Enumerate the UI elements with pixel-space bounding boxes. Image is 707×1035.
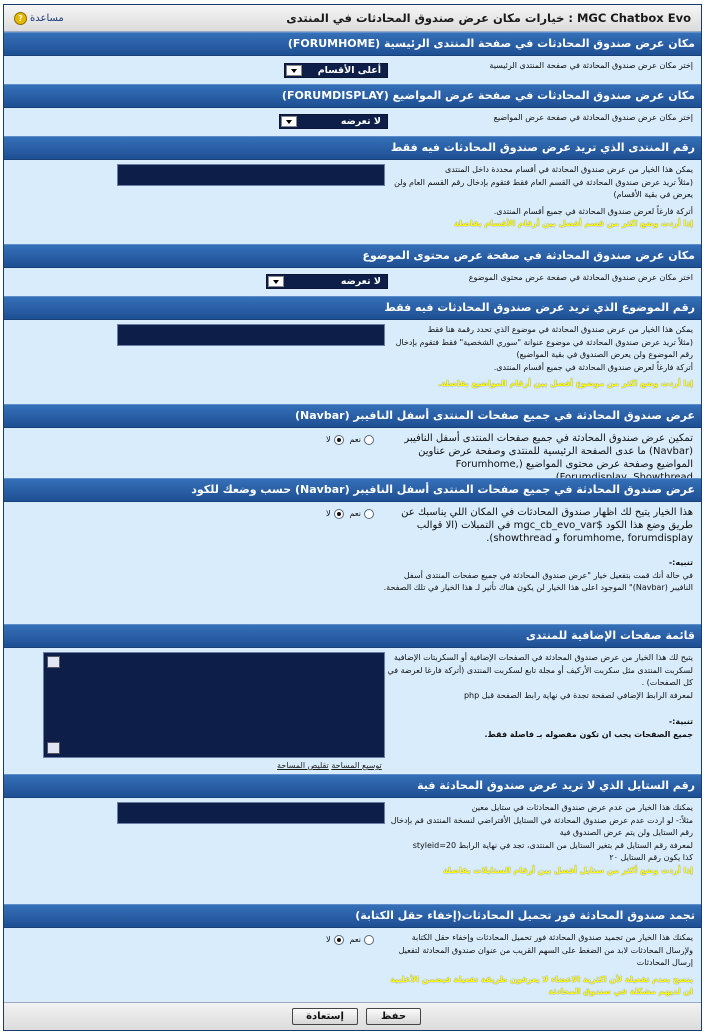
chevron-down-icon: [286, 65, 302, 76]
section-forumdisplay: [4, 84, 701, 136]
section-title: مكان عرض صندوق المحادثة في صفحة عرض محتوى الموضوع: [4, 244, 701, 268]
desc-line: يمكنك هذا الخيار من تجميد صندوق المحادثة فور تحميل المحادثات وإخفاء حقل الكتابة ولإرسال المحادثات لابد من الضغط على السهم القريب من عنوان صندوق المحادثة لتفعيل إرسال المحادثات: [398, 933, 693, 967]
radio-button[interactable]: [364, 435, 374, 445]
title-bar: [4, 5, 701, 32]
extra-pages-textarea[interactable]: [43, 652, 385, 758]
desc-line: يتيح لك هذا الخيار من عرض صندوق المحادثة في الصفحات الإضافية أو السكربتات الإضافية لسكربت المنتدى مثل سكربت الأركيف أو مجلة تابع لسكربت المنتدى (أتركة فارغا لعرضة في كل الصفحات) .: [387, 653, 693, 687]
radio-no[interactable]: [326, 934, 344, 947]
radio-yes[interactable]: [350, 434, 374, 447]
section-body: [4, 108, 701, 136]
section-thread-ids: [4, 296, 701, 404]
scroll-up-button[interactable]: [47, 656, 60, 668]
highlight-note: إذا أردت وضع أكثر من ستايل أفصل بين أرقام الستايلات بفاصلة: [443, 865, 693, 875]
scroll-down-button[interactable]: [47, 742, 60, 754]
radio-yes[interactable]: [350, 508, 374, 521]
radio-no[interactable]: [326, 508, 344, 521]
section-body: [4, 928, 701, 1008]
desc-line: هذا الخيار يتيح لك اظهار صندوق المحادثات في المكان اللي يناسبك عن طريق وضع هذا الكود $mgc_cb_evo_var في التمبلات (الا قوالب forumhome, forumdisplay و showthread).: [401, 507, 693, 544]
help-label: مساعدة: [30, 12, 64, 24]
section-title: رقم المنتدى الذي تريد عرض صندوق المحادثات فيه فقط: [4, 136, 701, 160]
forumhome-position-select[interactable]: أعلى الأقسام: [284, 63, 388, 78]
section-forumhome: [4, 32, 701, 84]
section-title: عرض صندوق المحادثة في جميع صفحات المنتدى أسفل النافيبر (Navbar): [4, 404, 701, 428]
section-body: [4, 428, 701, 478]
highlight-note: إذا أردت وضع اكثر من قسم أفصل بين أرقام الأقسام بفاصلة: [453, 219, 693, 228]
save-button[interactable]: حفظ: [366, 1008, 421, 1025]
desc-line: أتركة فارغاً لعرض صندوق المحادثة في جميع أقسام المنتدى.: [493, 362, 693, 372]
desc-line: لمعرفة الرابط الإضافي لصفحة تجدة في نهاية رابط الصفحة قبل php: [463, 690, 693, 700]
section-navbar-all: [4, 404, 701, 478]
radio-label: نعم: [349, 435, 361, 444]
chevron-down-icon: [281, 116, 297, 127]
section-body: [4, 160, 701, 244]
section-title: مكان عرض صندوق المحادثات في صفحة المنتدى الرئيسية (FORUMHOME): [4, 32, 701, 56]
section-body: [4, 268, 701, 296]
resize-links: [277, 760, 382, 773]
page-title: MGC Chatbox Evo : خيارات مكان عرض صندوق المحادثات في المنتدى: [286, 11, 691, 25]
warning-body: جميع الصفحات يجب ان تكون مفصوله بـ فاصلة فقط.: [484, 729, 693, 739]
settings-panel: [3, 4, 702, 1031]
highlight-note: إذا أردت وضع اكثر من موضوع أفصل بين أرقام المواضيع بفاصلة.: [438, 379, 693, 388]
forum-ids-input[interactable]: [117, 164, 385, 186]
forumdisplay-position-select[interactable]: لا تعرضه: [279, 114, 388, 129]
navbar-code-radio-group: [326, 508, 374, 521]
desc-line: يمكن هذا الخيار من عرض صندوق المحادثة في أقسام محددة داخل المنتدى: [444, 165, 693, 174]
section-desc: إختر مكان عرض صندوق المحادثة في صفحة المنتدى الرئيسية: [489, 61, 693, 70]
help-icon: ?: [14, 12, 27, 25]
warning-title: تنبية:-: [668, 717, 693, 726]
radio-button-checked[interactable]: [334, 935, 344, 945]
section-title: عرض صندوق المحادثة في جميع صفحات المنتدى أسفل النافيبر (Navbar) حسب وضعك للكود: [4, 478, 701, 502]
thread-ids-input[interactable]: [117, 324, 385, 346]
section-freeze: [4, 904, 701, 1008]
radio-label: لا: [326, 935, 331, 944]
navbar-all-radio-group: [326, 434, 374, 447]
section-body: [4, 56, 701, 84]
desc-line: يمكنك هذا الخيار من عدم عرض صندوق المحادثات في ستايل معين: [471, 803, 693, 812]
section-desc: إختر مكان عرض صندوق المحادثة في صفحة عرض المواضيع: [493, 113, 693, 122]
chevron-down-icon: [268, 276, 284, 287]
section-body: [4, 502, 701, 624]
section-title: مكان عرض صندوق المحادثات في صفحة عرض المواضيع (FORUMDISPLAY): [4, 84, 701, 108]
section-body: [4, 320, 701, 404]
reset-button[interactable]: إستعادة: [292, 1008, 358, 1025]
radio-label: نعم: [349, 935, 361, 944]
desc-line: يمكن هذا الخيار من عرض صندوق المحادثة في موضوع الذي تحدد رقمة هنا فقط: [427, 325, 693, 334]
desc-line: مثلاً:- لو اردت عدم عرض صندوق المحادثة في الستايل الأفتراضي لنسخة المنتدى قم بإدخال رقم الستايل ولن يتم عرض الصندوق فية: [390, 815, 693, 837]
radio-button-checked[interactable]: [334, 509, 344, 519]
showthread-position-select[interactable]: لا تعرضه: [266, 274, 388, 289]
freeze-radio-group: [326, 934, 374, 947]
warning-title: تنبيه:-: [668, 558, 693, 567]
radio-button[interactable]: [364, 509, 374, 519]
radio-no[interactable]: [326, 434, 344, 447]
style-ids-input[interactable]: [117, 802, 385, 824]
desc-line: (مثلاً تريد عرض صندوق المحادثة في القسم العام فقط فتقوم بإدخال رقم القسم العام ولن يعرض في بقية الأقسام): [394, 177, 693, 199]
desc-line: أتركة فارغاً لعرض صندوق المحادثة في جميع أقسام المنتدى.: [493, 206, 693, 216]
radio-button[interactable]: [364, 935, 374, 945]
warning-body: في حالة أنك قمت بتفعيل خيار "عرض صندوق المحادثة في جميع صفحات المنتدى أسفل النافيبر (Navbar)" الموجود اعلى هذا الخيار لن يكون هناك تأثير لـ هذا الخيار في تلك الصفحة.: [383, 570, 693, 592]
radio-label: لا: [326, 509, 331, 518]
section-desc: تمكين عرض صندوق المحادثة في جميع صفحات المنتدى أسفل النافيبر (Navbar) ما عدى الصفحة الرئيسية للمنتدى وصفحة عرض عناوين المواضيع وصفحة عرض محتوى المواضيع (Forumhome,: [404, 433, 693, 470]
section-title: رقم الموضوع الذي تريد عرض صندوق المحادثات فيه فقط: [4, 296, 701, 320]
section-extra-pages: [4, 624, 701, 774]
radio-yes[interactable]: [350, 934, 374, 947]
desc-line: كذا يكون رقم الستايل ٢٠: [609, 853, 693, 862]
section-navbar-code: [4, 478, 701, 624]
section-body: [4, 648, 701, 774]
section-forum-ids: [4, 136, 701, 244]
highlight-note: ينصح بعدم تفعيلة لأن اكثرية الاعضاء لا يعرفون طريقة تفعيلة فيضمن الأغلبية ان لديهم مشكلة في صندوق المحادثة: [390, 974, 693, 996]
shrink-area-link[interactable]: تقليص المساحة: [277, 761, 329, 770]
section-style-ids: [4, 774, 701, 904]
radio-label: نعم: [349, 509, 361, 518]
section-showthread: [4, 244, 701, 296]
expand-area-link[interactable]: توسيع المساحة: [331, 761, 382, 770]
section-title: تجمد صندوق المحادثة فور تحميل المحادثات(إخفاء حقل الكتابة): [4, 904, 701, 928]
form-footer: [4, 1002, 701, 1030]
section-body: [4, 798, 701, 904]
section-desc: اختر مكان عرض صندوق المحادثة في صفحة عرض محتوى الموضوع: [468, 273, 693, 282]
radio-label: لا: [326, 435, 331, 444]
radio-button-checked[interactable]: [334, 435, 344, 445]
desc-line: (مثلاً تريد عرض صندوق المحادثة في موضوع عنوانة "سوري الشخصية" فقط فتقوم بإدخال رقم الموضوع ولن يعرض الصندوق في بقية المواضيع): [395, 337, 693, 359]
section-title: رقم الستايل الذي لا تريد عرض صندوق المحادثة فية: [4, 774, 701, 798]
desc-line: لمعرفة رقم الستايل قم بتغير الستايل من المنتدى، تجد في نهاية الرابط styleid=20: [412, 840, 693, 850]
help-link[interactable]: [14, 12, 64, 25]
section-title: قائمة صفحات الإضافية للمنتدى: [4, 624, 701, 648]
